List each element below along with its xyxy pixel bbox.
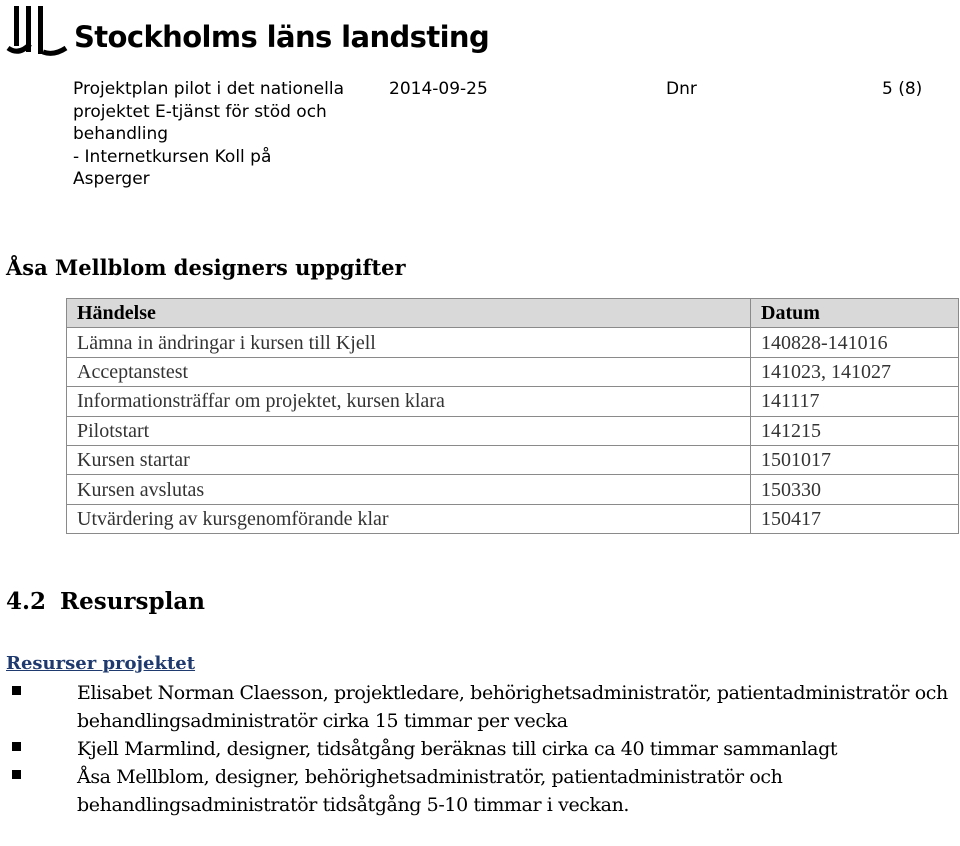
document-title-line: - Internetkursen Koll på: [73, 146, 272, 167]
date-cell: 150330: [751, 475, 959, 504]
table-row: [67, 387, 959, 416]
list-item: [6, 679, 956, 735]
document-date: 2014-09-25: [389, 79, 488, 99]
list-item: [6, 735, 956, 763]
resources-subheading: Resurser projektet: [6, 653, 196, 674]
column-header-date: Datum: [751, 299, 959, 328]
table-row: [67, 445, 959, 474]
document-title-line: behandling: [73, 124, 169, 144]
section-title: Resursplan: [60, 588, 205, 615]
document-title-line: Projektplan pilot i det nationella: [73, 79, 345, 99]
column-header-event: Händelse: [67, 299, 751, 328]
event-cell: Kursen startar: [67, 445, 751, 474]
table-row: [67, 328, 959, 357]
dnr-label: Dnr: [666, 79, 697, 99]
section-number: 4.2: [6, 588, 47, 615]
org-logo: [6, 4, 489, 56]
list-item-text: Elisabet Norman Claesson, projektledare, behörighetsadministratör, patientadministratör och behandlingsadministratör cirka 15 timmar per vecka: [77, 682, 948, 732]
date-cell: 141117: [751, 387, 959, 416]
document-title: [73, 78, 373, 191]
tasks-heading: Åsa Mellblom designers uppgifter: [6, 255, 406, 280]
event-cell: Informationsträffar om projektet, kursen klara: [67, 387, 751, 416]
list-item-text: Kjell Marmlind, designer, tidsåtgång beräknas till cirka ca 40 timmar sammanlagt: [77, 738, 838, 760]
events-table: [66, 298, 959, 534]
date-cell: 141023, 141027: [751, 357, 959, 386]
list-item: [6, 763, 956, 819]
square-bullet-icon: [12, 742, 21, 751]
event-cell: Utvärdering av kursgenomförande klar: [67, 504, 751, 533]
table-row: [67, 475, 959, 504]
event-cell: Pilotstart: [67, 416, 751, 445]
resources-list: [6, 679, 956, 819]
document-title-line: Asperger: [73, 169, 150, 189]
date-cell: 150417: [751, 504, 959, 533]
date-cell: 1501017: [751, 445, 959, 474]
date-cell: 140828-141016: [751, 328, 959, 357]
event-cell: Lämna in ändringar i kursen till Kjell: [67, 328, 751, 357]
org-name: Stockholms läns landsting: [74, 20, 490, 54]
event-cell: Kursen avslutas: [67, 475, 751, 504]
sll-logo-icon: [6, 4, 68, 56]
date-cell: 141215: [751, 416, 959, 445]
page-number: 5 (8): [882, 79, 923, 99]
table-row: [67, 416, 959, 445]
list-item-text: Åsa Mellblom, designer, behörighetsadministratör, patientadministratör och behandlingsadministratör tidsåtgång 5-10 timmar i veckan.: [77, 766, 783, 816]
table-row: [67, 357, 959, 386]
event-cell: Acceptanstest: [67, 357, 751, 386]
table-row: [67, 504, 959, 533]
document-title-line: projektet E-tjänst för stöd och: [73, 101, 327, 122]
square-bullet-icon: [12, 770, 21, 779]
resource-plan-heading: [6, 588, 205, 615]
table-header-row: [67, 299, 959, 328]
square-bullet-icon: [12, 686, 21, 695]
